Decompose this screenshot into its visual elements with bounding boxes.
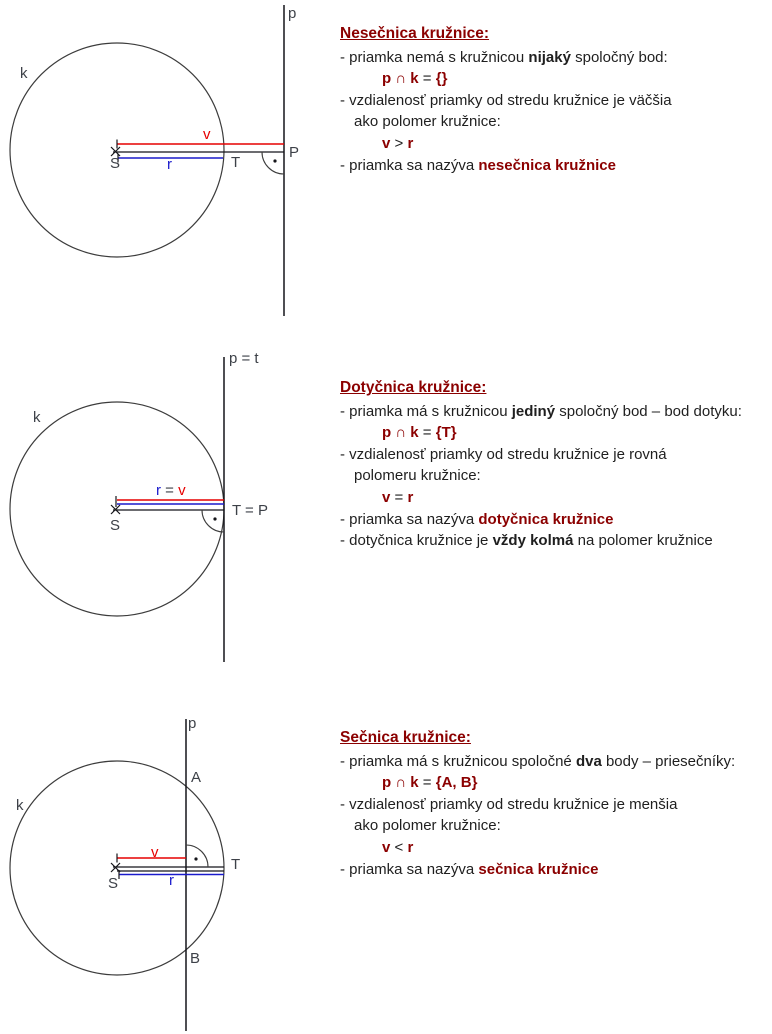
circle-k-label: k — [20, 65, 28, 82]
text-line — [340, 530, 772, 552]
point-T-label: T — [231, 856, 241, 873]
circle-k-label: k — [16, 797, 24, 814]
text-run: - priamka má s kružnicou spoločné — [340, 752, 576, 770]
section-nesecnica — [340, 23, 772, 176]
text-run: - priamka má s kružnicou — [340, 402, 512, 420]
text-run: p — [382, 70, 392, 88]
text-line — [340, 751, 772, 773]
section-body — [340, 751, 772, 881]
text-run: r — [407, 134, 414, 152]
circle-k-label: k — [33, 409, 41, 426]
text-line — [340, 155, 772, 177]
text-line — [340, 859, 772, 881]
text-run: k — [410, 424, 419, 442]
section-body — [340, 47, 772, 177]
text-run: jediný — [511, 402, 556, 420]
text-run: {} — [435, 70, 448, 88]
text-run: na polomer kružnice — [573, 532, 713, 550]
center-S-label: S — [108, 875, 119, 892]
center-S-label: S — [110, 517, 121, 534]
point-P-label: P — [289, 144, 300, 161]
text-run: nijaký — [528, 48, 571, 66]
distance-v-label: v — [178, 482, 186, 499]
tangent-point-label: T = P — [232, 502, 268, 519]
line-p-t-label: p = t — [229, 350, 259, 367]
text-run: - vzdialenosť priamky od stredu kružnice je väčšia — [340, 91, 672, 109]
text-line — [340, 772, 772, 794]
right-angle-dot — [213, 517, 216, 520]
text-run: spoločný bod – bod dotyku: — [555, 402, 742, 420]
text-run: {T} — [435, 424, 457, 442]
text-line — [340, 794, 772, 816]
text-run: - vzdialenosť priamky od stredu kružnice je rovná — [340, 445, 667, 463]
text-run: nesečnica kružnice — [478, 156, 616, 174]
text-run: k — [410, 774, 419, 792]
text-run: > — [390, 134, 408, 152]
secnica-diagram — [0, 700, 335, 1034]
section-title: Sečnica kružnice: — [340, 729, 471, 746]
section-secnica — [340, 727, 772, 880]
right-angle-arc — [262, 152, 284, 174]
line-p-label: p — [188, 715, 197, 732]
radius-r-label: r — [156, 482, 161, 499]
point-T-label: T — [231, 154, 241, 171]
text-run: ∩ — [391, 774, 411, 792]
text-run: v — [382, 488, 391, 506]
text-run: = — [418, 424, 436, 442]
text-run: dva — [575, 752, 602, 770]
text-run: dotyčnica kružnice — [478, 510, 614, 528]
text-line — [340, 111, 772, 133]
text-run: - priamka nemá s kružnicou — [340, 48, 529, 66]
text-run: - dotyčnica kružnice je — [340, 532, 493, 550]
text-run: v — [382, 838, 391, 856]
text-run: sečnica kružnice — [478, 860, 599, 878]
text-line — [340, 422, 772, 444]
text-run: spoločný bod: — [570, 48, 668, 66]
right-angle-arc — [186, 845, 208, 867]
point-A-label: A — [191, 769, 202, 786]
text-run: {A, B} — [435, 774, 478, 792]
text-line — [340, 133, 772, 155]
text-line — [340, 47, 772, 69]
text-run: ako polomer kružnice: — [354, 817, 501, 835]
text-run: body – priesečníky: — [601, 752, 736, 770]
radius-r-label: r — [169, 872, 174, 889]
circle-k — [10, 402, 224, 616]
text-run: vždy kolmá — [492, 532, 574, 550]
text-line — [340, 509, 772, 531]
text-line — [340, 90, 772, 112]
section-title: Nesečnica kružnice: — [340, 25, 490, 42]
text-run: - priamka sa nazýva — [340, 510, 479, 528]
equals-sign: = — [161, 482, 179, 499]
text-run: r — [407, 838, 414, 856]
text-run: - priamka sa nazýva — [340, 860, 479, 878]
text-line — [340, 68, 772, 90]
text-line — [340, 815, 772, 837]
text-run: ∩ — [391, 70, 411, 88]
distance-v-label: v — [203, 126, 211, 143]
text-run: r — [407, 488, 414, 506]
text-line — [340, 401, 772, 423]
radius-r-label: r — [167, 156, 172, 173]
circle-k — [10, 761, 224, 975]
text-run: < — [390, 838, 408, 856]
text-run: ∩ — [391, 424, 411, 442]
point-B-label: B — [190, 950, 201, 967]
section-title: Dotyčnica kružnice: — [340, 379, 487, 396]
text-run: = — [390, 488, 408, 506]
center-S-label: S — [110, 155, 121, 172]
right-angle-dot — [273, 159, 276, 162]
text-run: p — [382, 774, 392, 792]
right-angle-dot — [194, 857, 197, 860]
section-dotycnica — [340, 377, 772, 552]
text-run: p — [382, 424, 392, 442]
text-run: = — [418, 774, 436, 792]
text-run: polomeru kružnice: — [354, 467, 481, 485]
text-run: ako polomer kružnice: — [354, 113, 501, 131]
text-line — [340, 837, 772, 859]
text-run: v — [382, 134, 391, 152]
text-line — [340, 444, 772, 466]
text-run: k — [410, 70, 419, 88]
text-run: = — [418, 70, 436, 88]
text-run: - priamka sa nazýva — [340, 156, 479, 174]
text-line — [340, 465, 772, 487]
right-angle-arc — [202, 510, 224, 532]
text-run: - vzdialenosť priamky od stredu kružnice je menšia — [340, 795, 678, 813]
section-body — [340, 401, 772, 552]
text-line — [340, 487, 772, 509]
line-p-label: p — [288, 5, 297, 22]
distance-v-label: v — [151, 844, 159, 861]
dotycnica-diagram — [0, 345, 335, 675]
r-equals-v-label — [156, 483, 186, 498]
